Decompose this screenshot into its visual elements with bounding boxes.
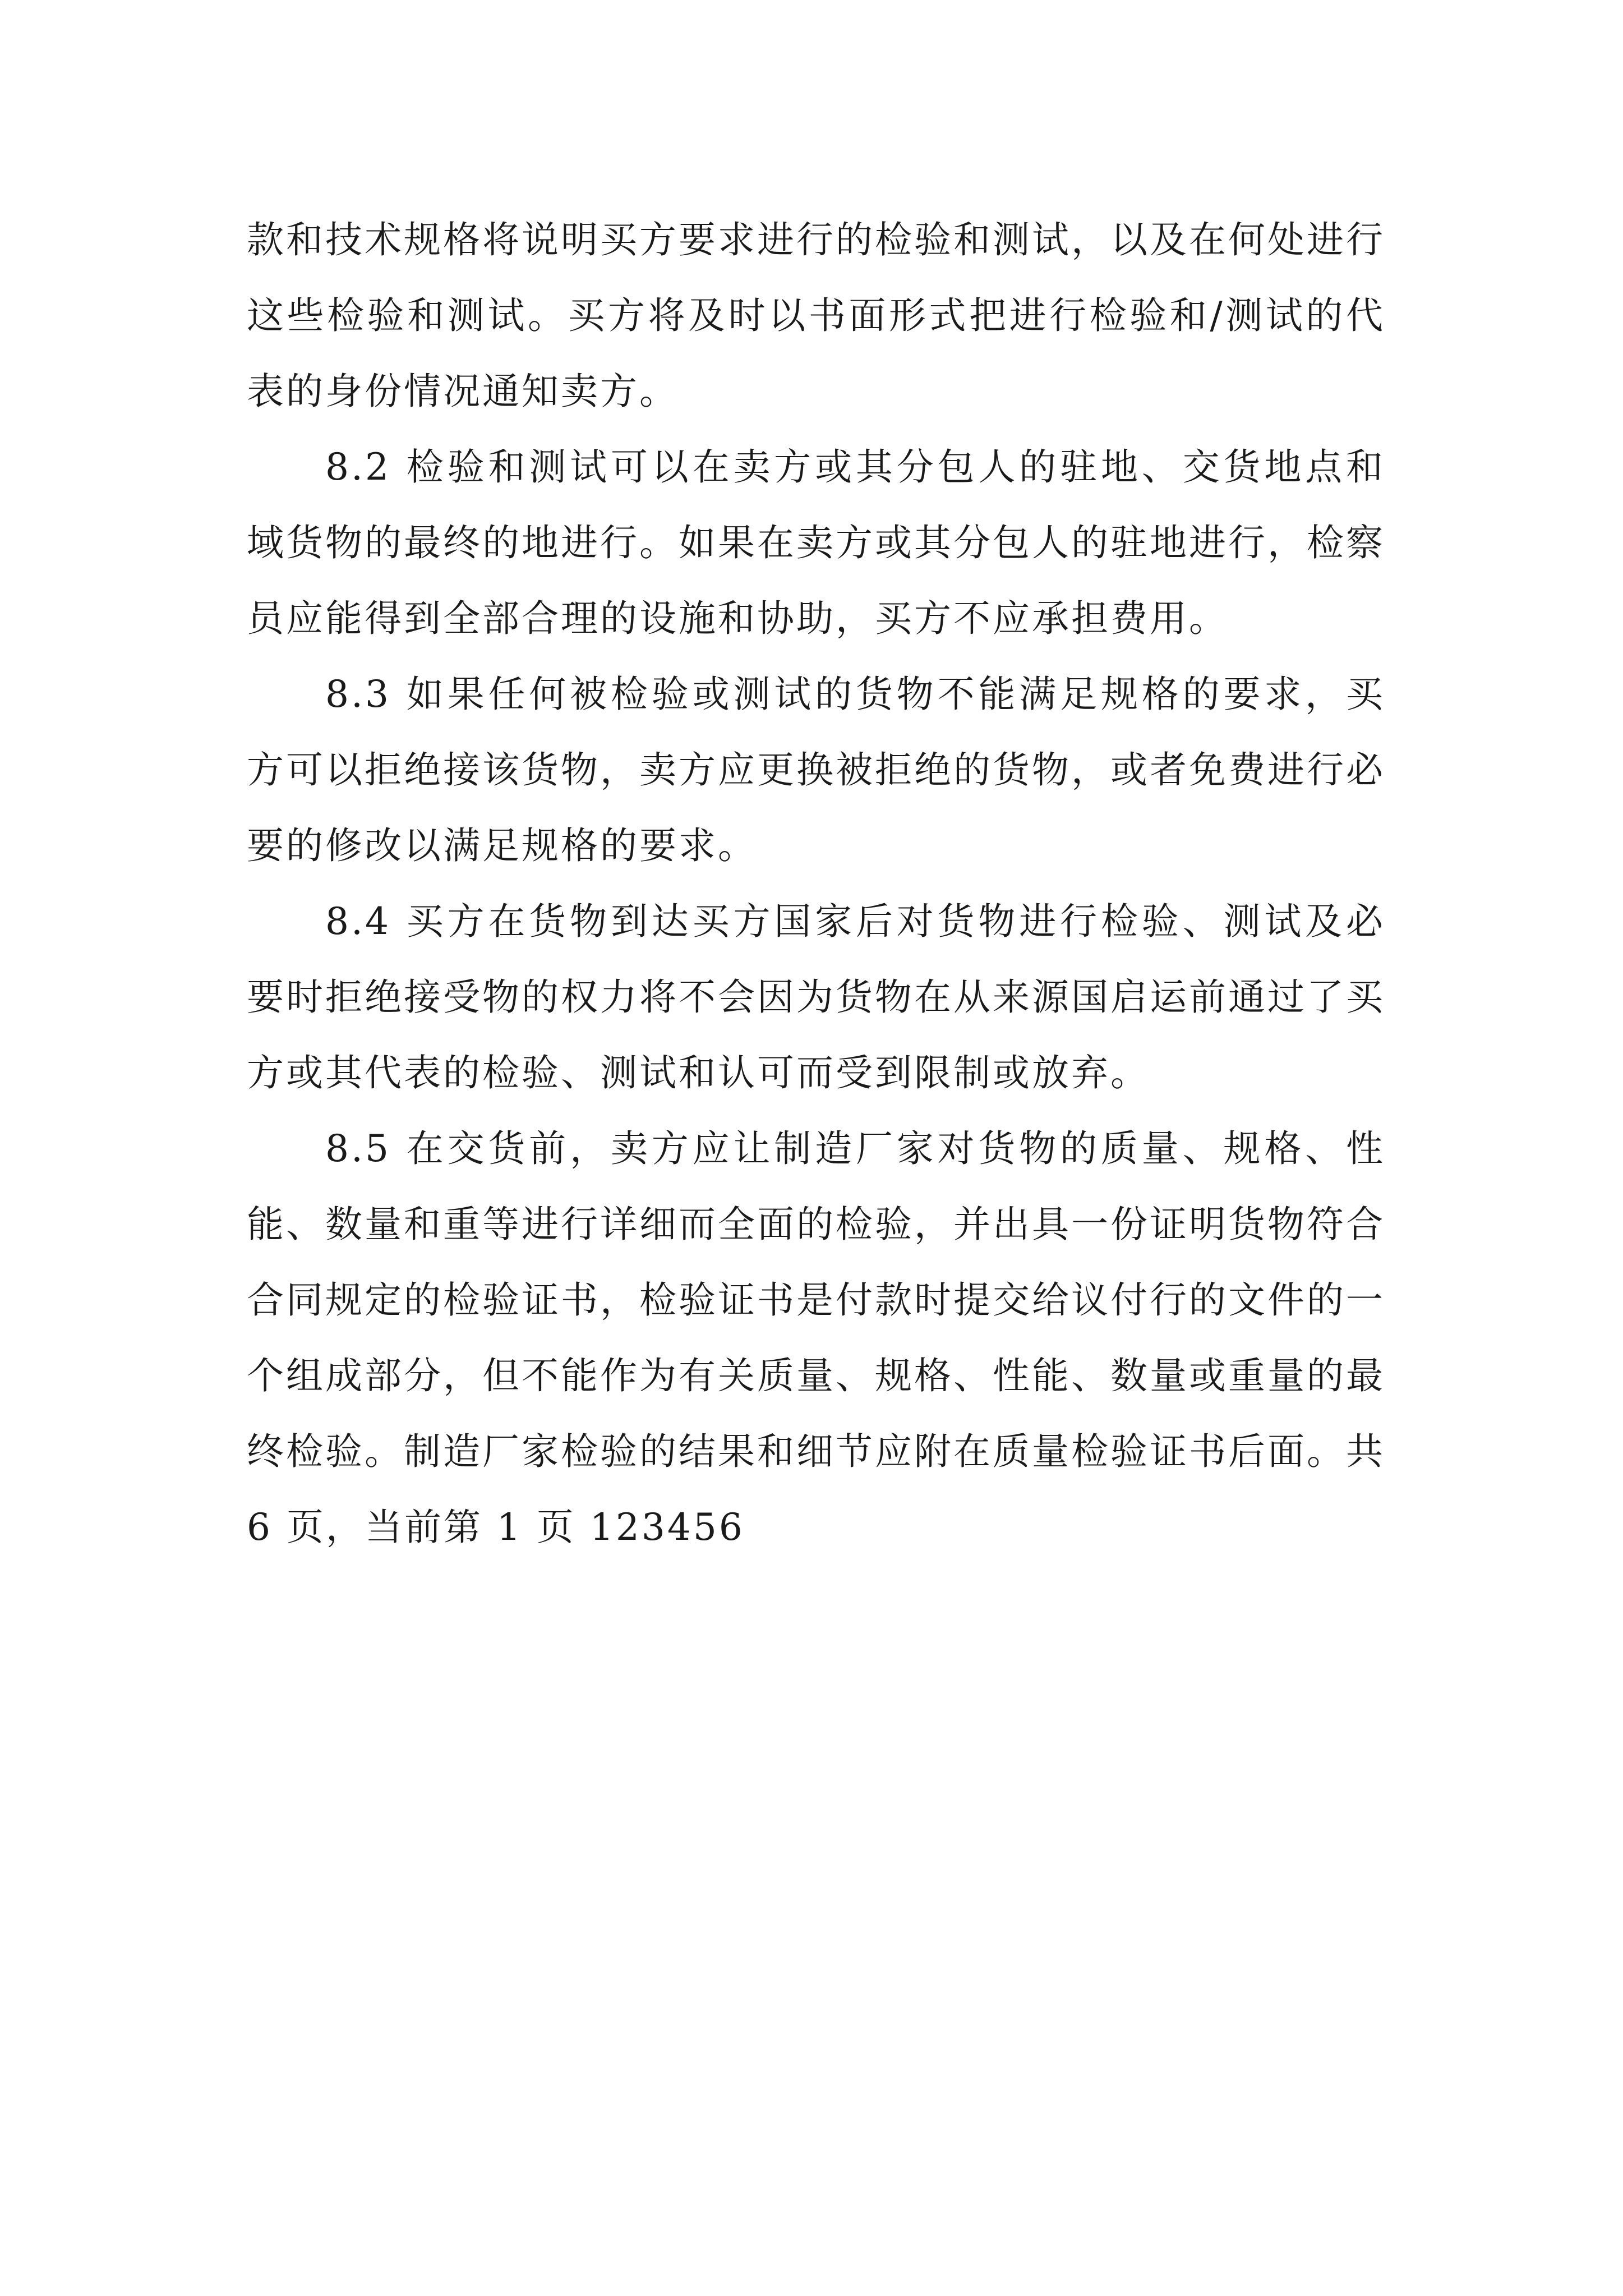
document-body [247, 202, 1385, 1565]
paragraph-8-4: 8.4 买方在货物到达买方国家后对货物进行检验、测试及必要时拒绝接受物的权力将不会因为货物在从来源国启运前通过了买方或其代表的检验、测试和认可而受到限制或放弃。 [247, 900, 1385, 1094]
paragraph-8-2: 8.2 检验和测试可以在卖方或其分包人的驻地、交货地点和域货物的最终的地进行。如果在卖方或其分包人的驻地进行，检察员应能得到全部合理的设施和协助，买方不应承担费用。 [247, 445, 1385, 640]
paragraph-inspection-intro: 款和技术规格将说明买方要求进行的检验和测试，以及在何处进行这些检验和测试。买方将及时以书面形式把进行检验和/测试的代表的身份情况通知卖方。 [247, 218, 1385, 413]
paragraph-8-3: 8.3 如果任何被检验或测试的货物不能满足规格的要求，买方可以拒绝接该货物，卖方应更换被拒绝的货物，或者免费进行必要的修改以满足规格的要求。 [247, 673, 1385, 867]
paragraph-8-5: 8.5 在交货前，卖方应让制造厂家对货物的质量、规格、性能、数量和重等进行详细而全面的检验，并出具一份证明货物符合合同规定的检验证书，检验证书是付款时提交给议付行的文件的一个组成部分，但不能作为有关质量、规格、性能、数量或重量的最终检验。制造厂家检验的结果和细节应附在质量检验证书后面。共 6 页，当前第 1 页 123456 [247, 1127, 1385, 1549]
